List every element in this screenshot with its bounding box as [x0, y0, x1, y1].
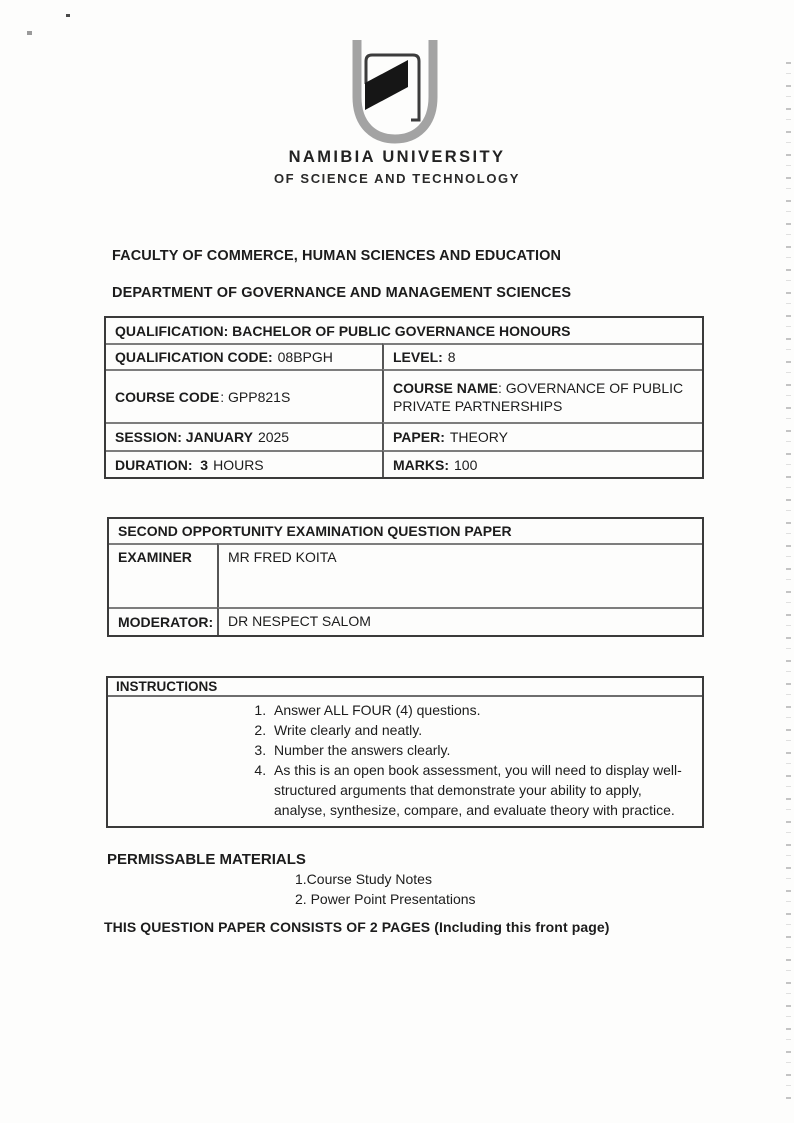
exam-paper-title-cell — [109, 519, 702, 543]
duration-value: HOURS — [213, 456, 264, 473]
level-label: LEVEL: — [393, 349, 443, 365]
qualification-code-cell — [106, 343, 382, 369]
course-name-cell — [382, 369, 702, 422]
department-title: DEPARTMENT OF GOVERNANCE AND MANAGEMENT SCIENCES — [112, 285, 572, 301]
instruction-item: 4. As this is an open book assessment, you will need to display well-structured arguments that demonstrate your ability to apply, analyse, synthesize, compare, and evaluate theory with practice. — [270, 760, 688, 820]
paper-value: THEORY — [449, 429, 508, 445]
moderator-value: DR NESPECT SALOM — [228, 613, 371, 629]
page-count-note: THIS QUESTION PAPER CONSISTS OF 2 PAGES (Including this front page) — [104, 919, 610, 935]
instruction-item: 2. Write clearly and neatly. — [270, 720, 688, 740]
scan-speck — [27, 31, 32, 35]
instructions-body — [108, 697, 702, 826]
marks-label: MARKS: — [393, 456, 449, 473]
session-cell — [106, 422, 382, 450]
examiner-table — [107, 517, 704, 637]
materials-item: 2. Power Point Presentations — [295, 891, 476, 907]
exam-paper-title: SECOND OPPORTUNITY EXAMINATION QUESTION PAPER — [118, 523, 512, 539]
materials-item: 1.Course Study Notes — [295, 871, 432, 887]
marks-cell — [382, 450, 702, 477]
university-subtitle: OF SCIENCE AND TECHNOLOGY — [273, 171, 521, 186]
duration-cell — [106, 450, 382, 477]
scan-speck — [66, 14, 70, 17]
instructions-list — [108, 700, 702, 820]
qualification-code-value: 08BPGH — [277, 349, 333, 365]
scan-edge-artifacts — [786, 62, 791, 1107]
paper-label: PAPER: — [393, 429, 445, 445]
instruction-item: 3. Number the answers clearly. — [270, 740, 688, 760]
level-cell — [382, 343, 702, 369]
course-name-value: : GOVERNANCE OF PUBLIC PRIVATE PARTNERSHIPS — [393, 379, 684, 414]
marks-value: 100 — [454, 456, 478, 473]
qualification-text: QUALIFICATION: BACHELOR OF PUBLIC GOVERNANCE HONOURS — [115, 322, 571, 339]
qualification-cell — [106, 318, 702, 343]
university-shield-logo-icon — [351, 40, 439, 147]
session-label: SESSION: JANUARY — [115, 429, 253, 445]
university-name: NAMIBIA UNIVERSITY — [288, 148, 506, 166]
instruction-item: 1. Answer ALL FOUR (4) questions. — [270, 700, 688, 720]
course-name-label: COURSE NAME — [393, 379, 499, 396]
session-value: 2025 — [257, 429, 290, 445]
course-details-table — [104, 316, 704, 479]
paper-cell — [382, 422, 702, 450]
qualification-code-label: QUALIFICATION CODE: — [115, 349, 273, 365]
faculty-title: FACULTY OF COMMERCE, HUMAN SCIENCES AND EDUCATION — [112, 248, 562, 264]
level-value: 8 — [447, 349, 456, 365]
instructions-title: INSTRUCTIONS — [108, 678, 702, 697]
duration-label: DURATION: 3 — [115, 456, 209, 473]
examiner-value-cell — [217, 543, 702, 607]
materials-title: PERMISSABLE MATERIALS — [107, 851, 306, 868]
instructions-box — [106, 676, 704, 828]
examiner-value: MR FRED KOITA — [228, 549, 337, 565]
course-code-value: : GPP821S — [220, 388, 291, 405]
examiner-label-cell — [109, 543, 217, 607]
moderator-label-cell — [109, 607, 217, 635]
course-code-cell — [106, 369, 382, 422]
moderator-label: MODERATOR: — [118, 614, 214, 630]
examiner-label: EXAMINER — [118, 549, 192, 565]
moderator-value-cell — [217, 607, 702, 635]
course-code-label: COURSE CODE — [115, 388, 220, 405]
